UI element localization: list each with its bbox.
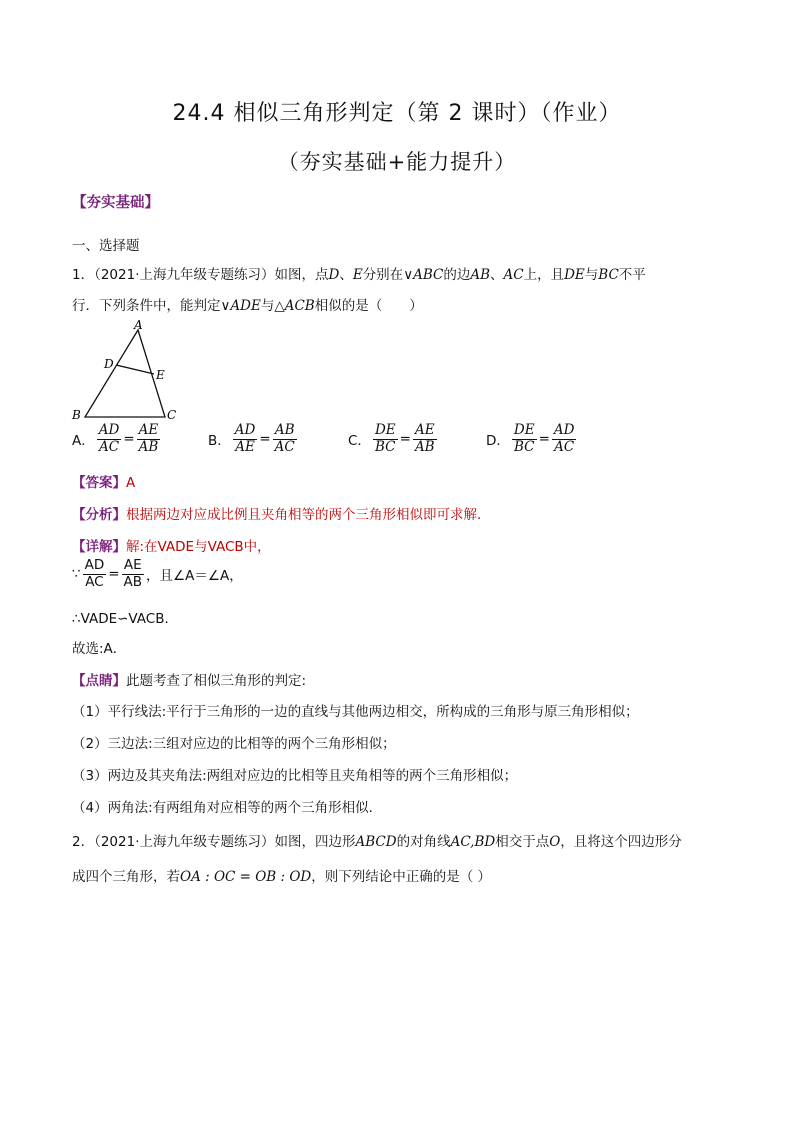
- detail-line-2: ∵ $\frac{AD}{AC}$ = $\frac{AE}{AB}$ ，且∠A＝∠A，: [72, 557, 243, 590]
- analysis-line: 【分析】根据两边对应成比例且夹角相等的两个三角形相似即可求解．: [72, 507, 491, 523]
- option-b[interactable]: B． $\frac{AD}{AE}$ = $\frac{AB}{AC}$: [208, 422, 295, 455]
- q2-line2: 成四个三角形，若OA : OC = OB : OD，则下列结论中正确的是（ ）: [72, 869, 492, 885]
- comment-point-2: （2）三边法:三组对应边的比相等的两个三角形相似；: [72, 736, 396, 752]
- answer-value: A: [126, 475, 136, 491]
- part-heading: 一、选择题: [72, 238, 140, 254]
- comment-point-3: （3）两边及其夹角法:两组对应边的比相等且夹角相等的两个三角形相似；: [72, 768, 518, 784]
- comment-point-4: （4）两角法:有两组角对应相等的两个三角形相似．: [72, 800, 383, 816]
- option-c[interactable]: C． $\frac{DE}{BC}$ = $\frac{AE}{AB}$: [348, 422, 435, 455]
- triangle-figure: [68, 316, 188, 426]
- option-d[interactable]: D． $\frac{DE}{BC}$ = $\frac{AD}{AC}$: [486, 422, 575, 455]
- segment-de: [116, 365, 154, 374]
- q1-line2: 行．下列条件中，能判定∨ADE与△ACB相似的是（ ）: [72, 298, 423, 314]
- comment-line: 【点睛】此题考查了相似三角形的判定:: [72, 673, 307, 689]
- label-a: A: [134, 318, 143, 332]
- detail-line-1: 【详解】解:在VADE与VACB中，: [72, 539, 271, 555]
- detail-line-3: ∴VADE∽VACB．: [72, 611, 178, 627]
- label-b: B: [72, 408, 81, 422]
- q2-line1: 2．（2021·上海九年级专题练习）如图，四边形ABCD的对角线AC,BD相交于点O，且将这个四边形分: [72, 834, 682, 850]
- q1-line1: 1．（2021·上海九年级专题练习）如图，点D、E分别在∨ABC的边AB、AC上，且DE与BC不平: [72, 267, 646, 283]
- comment-point-1: （1）平行线法:平行于三角形的一边的直线与其他两边相交，所构成的三角形与原三角形相似；: [72, 704, 639, 720]
- label-c: C: [167, 408, 177, 422]
- document-title: 24.4 相似三角形判定（第 2 课时）（作业）: [172, 101, 622, 126]
- option-a[interactable]: A． $\frac{AD}{AC}$ = $\frac{AE}{AB}$: [72, 422, 159, 455]
- section-tag: 【夯实基础】: [72, 195, 159, 211]
- document-subtitle: （夯实基础+能力提升）: [277, 150, 517, 174]
- detail-line-4: 故选:A．: [72, 641, 127, 657]
- answer-line: 【答案】A: [72, 475, 136, 491]
- label-e: E: [156, 368, 165, 382]
- label-d: D: [104, 357, 114, 371]
